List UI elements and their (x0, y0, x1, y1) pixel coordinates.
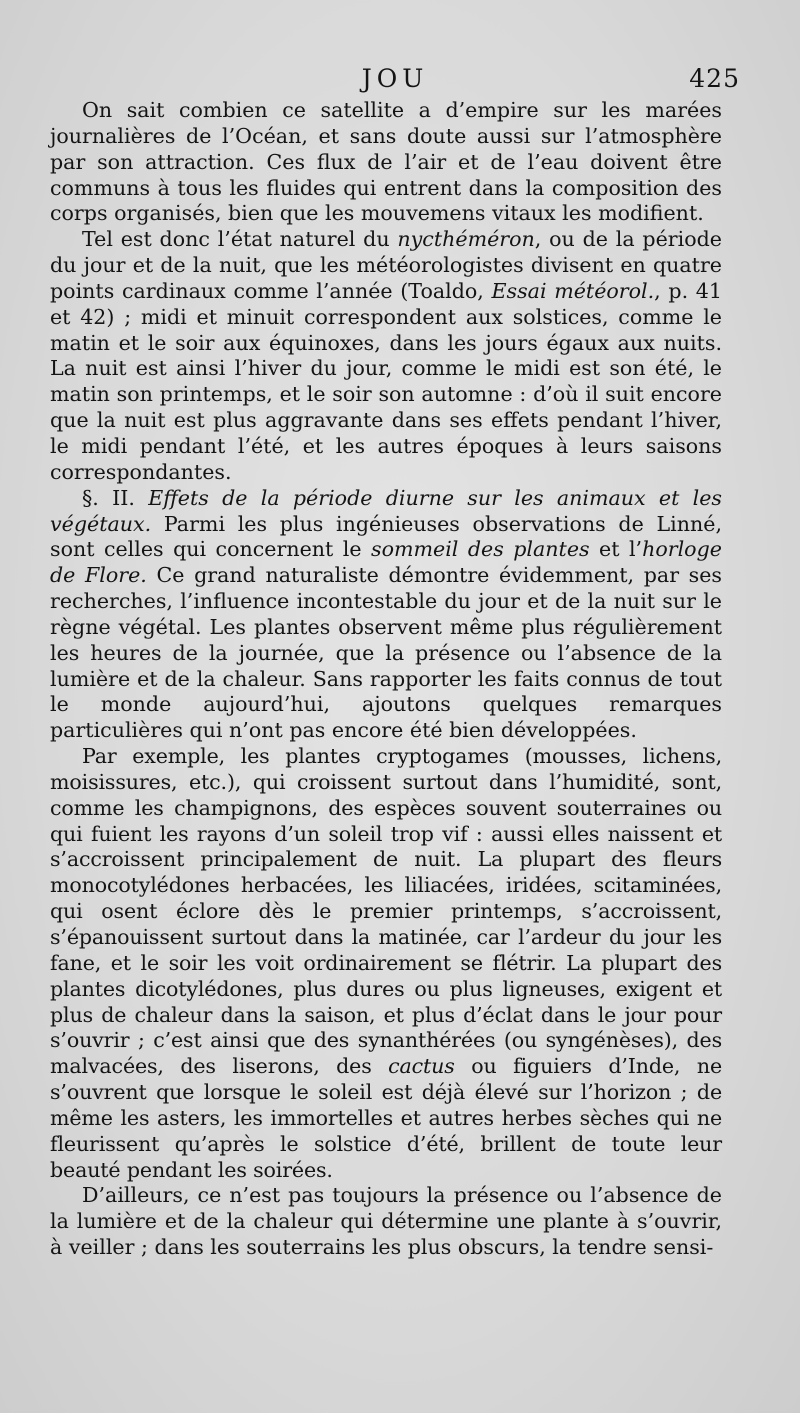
italic-term: cactus (388, 1054, 455, 1079)
section-number: §. II. (82, 485, 149, 510)
italic-term: nycthéméron (397, 227, 535, 252)
text-run: Ce grand naturaliste démontre évidemment, par ses recherches, l’influence incontestable du jour et de la nuit sur le règne végétal. Les plantes observent même plus régulièrement les heures de la journée, que la présence ou l’absence de la lumière et de la chaleur. Sans rapporter les faits connus de tout le monde aujourd’hui, ajoutons quelques remarques particulières qui n’ont pas encore été bien développées. (50, 563, 722, 743)
italic-term: horloge de Flore. (50, 537, 722, 588)
section-heading: Effets de la période diurne sur les animaux et les végétaux. (50, 485, 722, 536)
page-number: 425 (689, 64, 740, 93)
paragraph (50, 1183, 722, 1261)
text-run: et l’ (589, 537, 643, 562)
paragraph (50, 744, 722, 1183)
text-run: D’ailleurs, ce n’est pas toujours la présence ou l’absence de la lumière et de la chaleur qui détermine une plante à s’ouvrir, à veiller ; dans les souterrains les plus obscurs, la tendre sensi- (50, 1183, 722, 1260)
italic-citation: Essai météorol. (491, 278, 655, 303)
running-head: JOU (361, 64, 429, 93)
paragraph (50, 98, 722, 227)
paragraph (50, 486, 722, 744)
text-run: Par exemple, les plantes cryptogames (mousses, lichens, moisissures, etc.), qui croissent surtout dans l’humidité, sont, comme les champignons, des espèces souvent souterraines ou qui fuient les rayons d’un soleil trop vif : aussi elles naissent et s’accroissent principalement de nuit. La plupart des fleurs monocotylédones herbacées, les liliacées, iridées, scitaminées, qui osent éclore dès le premier printemps, s’accroissent, s’épanouissent surtout dans la matinée, car l’ardeur du jour les fane, et le soir les voit ordinairement se flétrir. La plupart des plantes dicotylédones, plus dures ou plus ligneuses, exigent et plus de chaleur dans la saison, et plus d’éclat dans le jour pour s’ouvrir ; c’est ainsi que des synanthérées (ou syngénèses), des malvacées, des liserons, des (50, 744, 722, 1079)
text-run: Parmi les plus ingénieuses observations de Linné, sont celles qui concernent le (50, 511, 722, 562)
text-run: On sait combien ce satellite a d’empire sur les marées journalières de l’Océan, et sans doute aussi sur l’atmosphère par son attraction. Ces flux de l’air et de l’eau doivent être communs à tous les fluides qui entrent dans la composition des corps organisés, bien que les mouvemens vitaux les modifient. (50, 98, 722, 226)
body-text (50, 98, 722, 1261)
italic-term: sommeil des plantes (371, 537, 590, 562)
text-run: Tel est donc l’état naturel du (82, 227, 398, 252)
text-run: ou figuiers d’Inde, ne s’ouvrent que lorsque le soleil est déjà élevé sur l’horizon ; de même les asters, les immortelles et autres herbes sèches qui ne fleurissent qu’après le solstice d’été, brillent de toute leur beauté pendant les soirées. (50, 1054, 723, 1182)
text-run: , p. 41 et 42) ; midi et minuit correspondent aux solstices, comme le matin et le soir aux équinoxes, dans les jours égaux aux nuits. La nuit est ainsi l’hiver du jour, comme le midi est son été, le matin son printemps, et le soir son automne : d’où il suit encore que la nuit est plus aggravante dans ses effets pendant l’hiver, le midi pendant l’été, et les autres époques à leurs saisons correspondantes. (50, 278, 722, 484)
text-run: , ou de la période du jour et de la nuit, que les météorologistes divisent en quatre points cardinaux comme l’année (Toaldo, (50, 227, 722, 303)
paragraph (50, 227, 722, 485)
